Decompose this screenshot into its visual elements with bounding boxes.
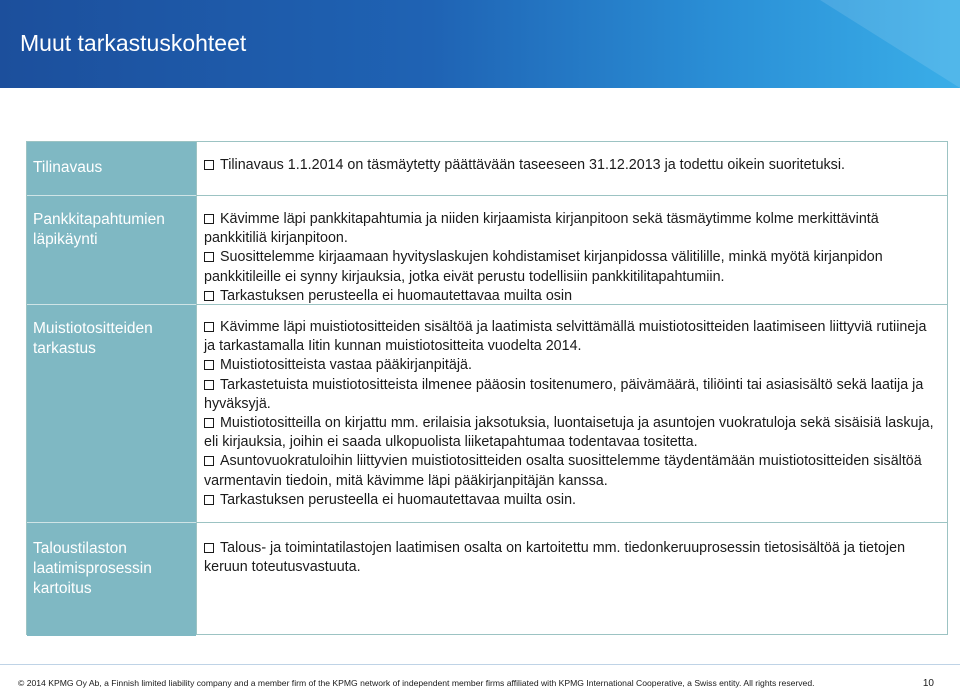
bullet-item: Kävimme läpi pankkitapahtumia ja niiden kirjaamista kirjanpitoon sekä täsmäytimme kolme merkittävintä pankkitiliä kirjanpitoon. — [204, 211, 879, 247]
bullet-list — [204, 318, 937, 510]
checkbox-bullet-icon — [204, 380, 214, 390]
checkbox-bullet-icon — [204, 291, 214, 301]
bullet-list — [204, 210, 937, 306]
slide-header — [0, 0, 960, 88]
row-label-muistiotositteet: Muistiotositteiden tarkastus — [27, 305, 196, 522]
row-label-taloustilasto: Taloustilaston laatimisprosessin kartoitus — [27, 523, 196, 636]
content-table — [26, 141, 948, 635]
content-column — [196, 142, 947, 634]
checkbox-bullet-icon — [204, 160, 214, 170]
row-label-tilinavaus: Tilinavaus — [27, 142, 196, 195]
bullet-item: Tarkastuksen perusteella ei huomautettavaa muilta osin — [204, 287, 937, 306]
checkbox-bullet-icon — [204, 360, 214, 370]
slide-footer — [0, 664, 960, 692]
bullet-item: Muistiotositteilla on kirjattu mm. erilaisia jaksotuksia, luontaisetuja ja asuntojen vuokratuloja sekä sisäisiä laskuja, eli kirjauksia, joihin ei saada ulkopuolista liiketapahtumaa todentavaa tositetta. — [204, 415, 934, 451]
page-number: 10 — [922, 678, 934, 689]
label-column — [27, 142, 196, 634]
bullet-item: Kävimme läpi muistiotositteiden sisältöä ja laatimista selvittämällä muistiotositteiden laatimiseen liittyviä rutiineja ja tarkastamalla Iitin kunnan muistiotositteita vuodelta 2014. — [204, 319, 927, 355]
bullet-item: Talous- ja toimintatilastojen laatimisen osalta on kartoitettu mm. tiedonkeruuprosessin tietosisältöä ja tietojen keruun toteutusvastuuta. — [204, 540, 906, 576]
checkbox-bullet-icon — [204, 322, 214, 332]
row-label-pankkitapahtumat: Pankkitapahtumien läpikäynti — [27, 196, 196, 304]
checkbox-bullet-icon — [204, 214, 214, 224]
checkbox-bullet-icon — [204, 252, 214, 262]
divider — [197, 522, 947, 523]
bullet-item: Tarkastuksen perusteella ei huomautettavaa muilta osin. — [204, 491, 937, 510]
checkbox-bullet-icon — [204, 543, 214, 553]
bullet-item: Suosittelemme kirjaamaan hyvityslaskujen kohdistamiset kirjanpidossa välitilille, minkä myötä kirjanpidon pankkitileille ei synny kirjauksia, jotka eivät perustu todellisiin pankkitilitapahtumiin. — [204, 249, 883, 285]
bullet-item: Asuntovuokratuloihin liittyvien muistiotositteiden osalta suosittelemme täydentämään muistiotositteiden sisältöä varmentavin tiedoin, mitä kävimme läpi pääkirjanpitäjän kanssa. — [204, 453, 922, 489]
bullet-item: Tilinavaus 1.1.2014 on täsmäytetty päättävään taseeseen 31.12.2013 ja todettu oikein suoritetuksi. — [204, 156, 937, 175]
bullet-item: Muistiotositteista vastaa pääkirjanpitäjä. — [204, 356, 937, 375]
slide-title: Muut tarkastuskohteet — [20, 30, 247, 56]
checkbox-bullet-icon — [204, 418, 214, 428]
checkbox-bullet-icon — [204, 495, 214, 505]
divider — [197, 195, 947, 196]
checkbox-bullet-icon — [204, 456, 214, 466]
header-decoration — [820, 0, 960, 88]
bullet-item: Tarkastetuista muistiotositteista ilmenee pääosin tositenumero, päivämäärä, tiliöinti tai asiasisältö sekä laatija ja hyväksyjä. — [204, 376, 924, 412]
copyright-text: © 2014 KPMG Oy Ab, a Finnish limited liability company and a member firm of the KPMG network of independent member firms affiliated with KPMG International Cooperative, a Swiss entity. All rights reserved. — [18, 678, 815, 688]
footer-divider — [0, 664, 960, 665]
